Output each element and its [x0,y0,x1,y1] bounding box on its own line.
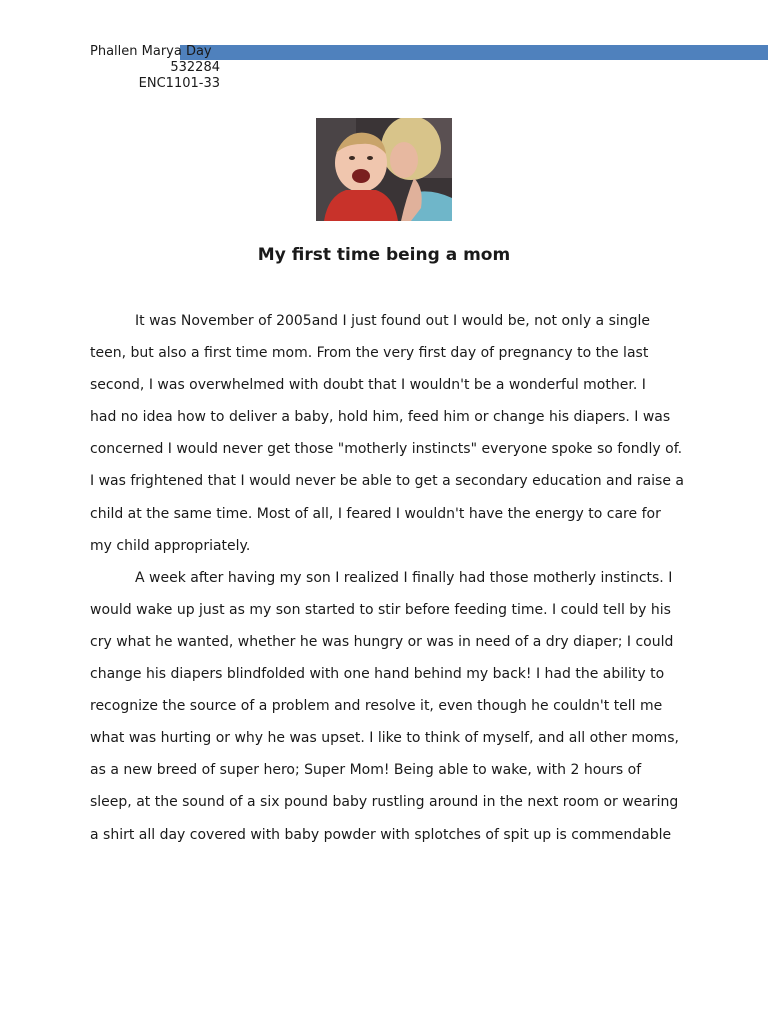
text-line: a shirt all day covered with baby powder with splotches of spit up is commendable [90,826,672,843]
text-line: A week after having my son I realized I finally had those motherly instincts. I [135,569,673,586]
text-line: as a new breed of super hero; Super Mom! Being able to wake, with 2 hours of [90,762,642,779]
text-line: cry what he wanted, whether he was hungry or was in need of a dry diaper; I could [90,633,674,650]
mother-and-child-photo [316,118,452,221]
text-line: concerned I would never get those "motherly instincts" everyone spoke so fondly of. [90,441,683,458]
paragraph-1 [90,305,682,562]
text-line: It was November of 2005and I just found out I would be, not only a single [135,313,651,329]
document-header [90,44,220,92]
course-code: ENC1101-33 [138,76,220,91]
text-line: change his diapers blindfolded with one hand behind my back! I had the ability to [90,666,665,683]
paragraph-2 [90,562,682,851]
text-line: second, I was overwhelmed with doubt that I wouldn't be a wonderful mother. I [90,377,646,394]
text-line: had no idea how to deliver a baby, hold him, feed him or change his diapers. I was [90,409,671,426]
document-title: My first time being a mom [257,245,511,265]
student-id: 532284 [170,60,220,75]
text-line: sleep, at the sound of a six pound baby rustling around in the next room or wearing [90,794,679,811]
author-name: Phallen Marya Day [90,44,212,59]
essay-body [90,305,682,851]
text-line: teen, but also a first time mom. From the very first day of pregnancy to the last [90,345,649,362]
text-line: would wake up just as my son started to stir before feeding time. I could tell by his [90,601,671,618]
text-line: what was hurting or why he was upset. I like to think of myself, and all other moms, [90,730,679,747]
text-line: my child appropriately. [90,537,251,554]
text-line: I was frightened that I would never be able to get a secondary education and raise a [90,473,684,490]
text-line: recognize the source of a problem and resolve it, even though he couldn't tell me [90,698,663,715]
text-line: child at the same time. Most of all, I feared I wouldn't have the energy to care for [90,505,661,522]
header-accent-bar [180,45,768,60]
